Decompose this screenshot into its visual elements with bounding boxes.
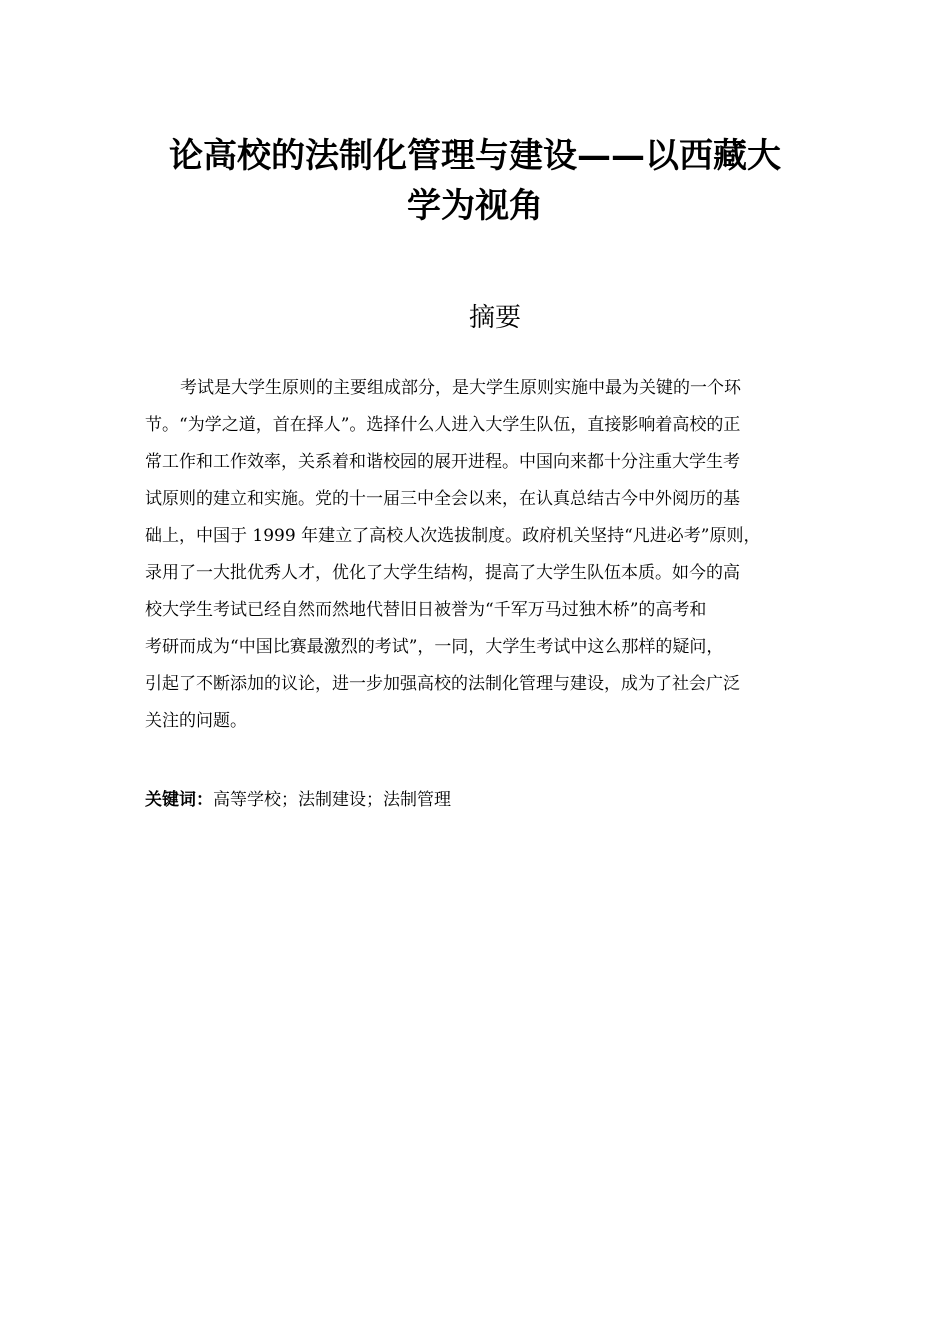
- abstract-line: 考试是大学生原则的主要组成部分，是大学生原则实施中最为关键的一个环: [180, 378, 741, 398]
- keywords-value: 高等学校；法制建设；法制管理: [213, 790, 451, 810]
- abstract-line: 关注的问题。: [145, 711, 247, 731]
- keywords-label: 关键词：: [145, 790, 213, 810]
- keywords: [145, 785, 451, 810]
- abstract-line: 引起了不断添加的议论，进一步加强高校的法制化管理与建设，成为了社会广泛: [145, 674, 740, 694]
- title-line-2: 学为视角: [407, 186, 543, 226]
- abstract-line: 节。“为学之道，首在择人”。选择什么人进入大学生队伍，直接影响着高校的正: [145, 415, 741, 435]
- abstract-line: 录用了一大批优秀人才，优化了大学生结构，提高了大学生队伍本质。如今的高: [145, 563, 740, 583]
- abstract-line: 试原则的建立和实施。党的十一届三中全会以来，在认真总结古今中外阅历的基: [145, 489, 740, 509]
- abstract-line: 础上，中国于 1999 年建立了高校人次选拔制度。政府机关坚持“凡进必考”原则，: [145, 526, 761, 546]
- abstract-line: 考研而成为“中国比赛最激烈的考试”，一同，大学生考试中这么那样的疑问，: [145, 637, 724, 657]
- abstract-line: 常工作和工作效率，关系着和谐校园的展开进程。中国向来都十分注重大学生考: [145, 452, 740, 472]
- abstract-heading: 摘要: [468, 303, 521, 333]
- title-line-1: 论高校的法制化管理与建设——以西藏大: [169, 136, 781, 176]
- abstract-line: 校大学生考试已经自然而然地代替旧日被誉为“千军万马过独木桥”的高考和: [145, 600, 707, 620]
